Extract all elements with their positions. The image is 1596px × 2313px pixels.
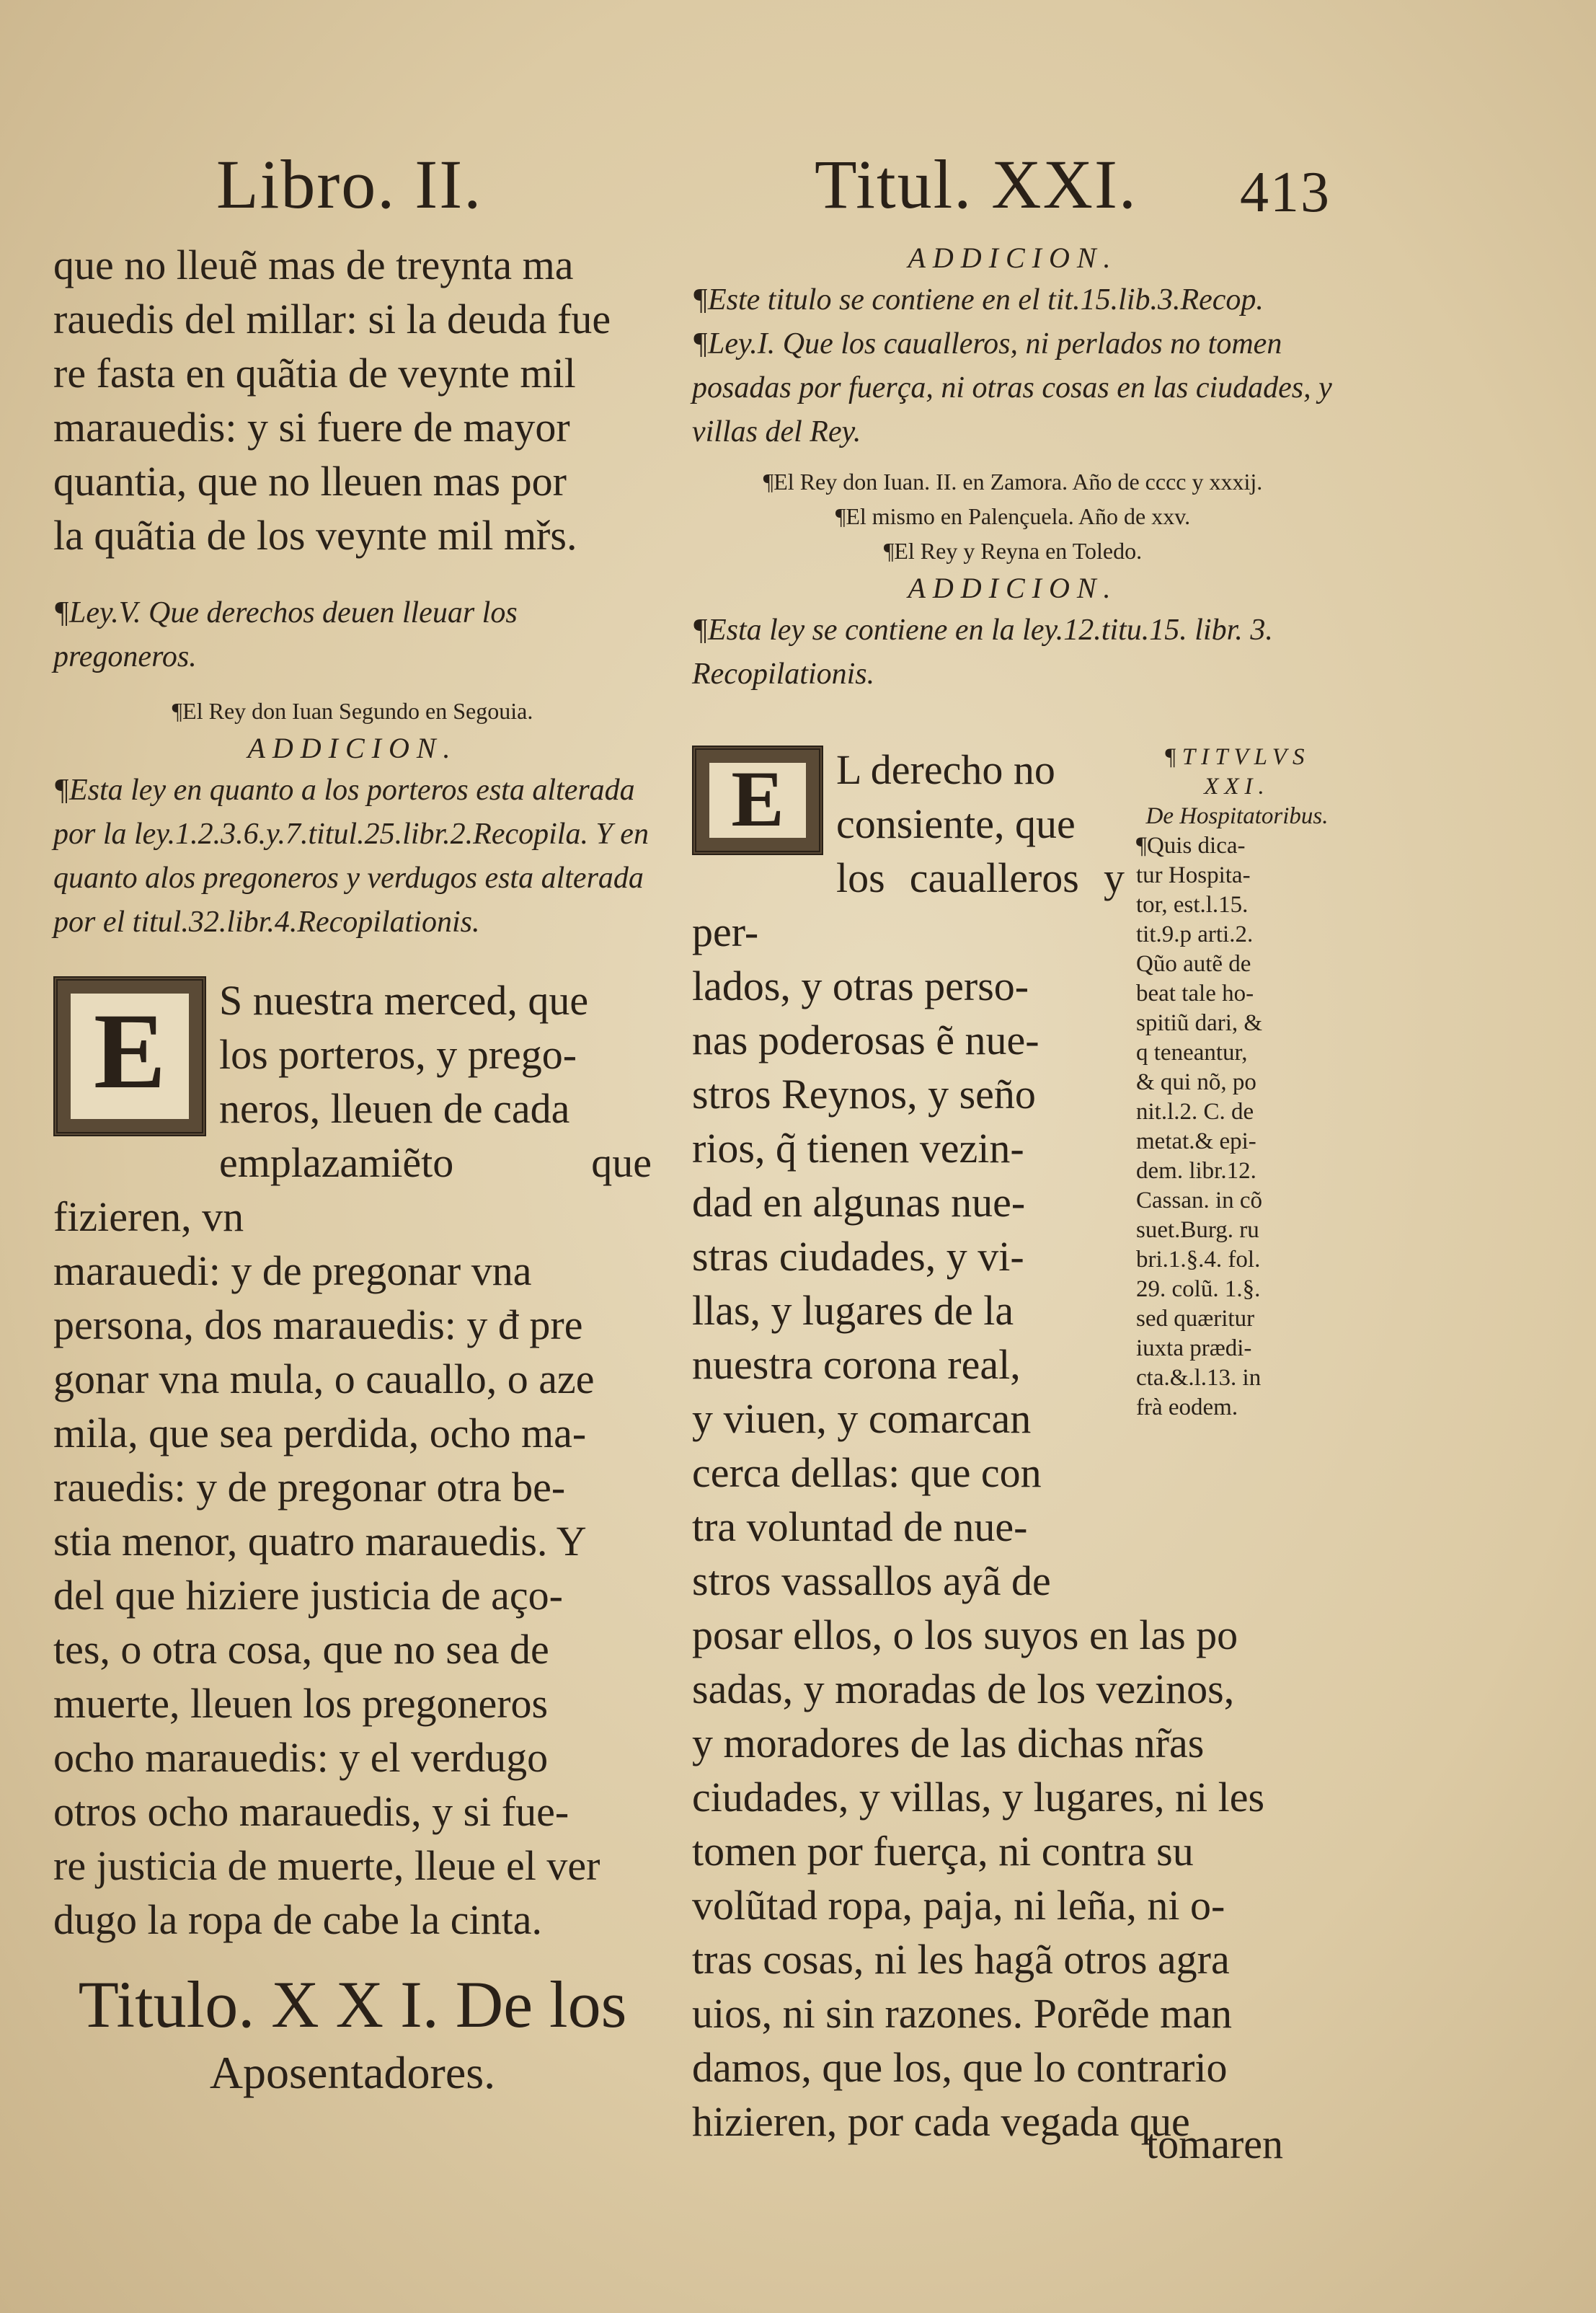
marginal-line: metat.& epi- — [1136, 1128, 1256, 1154]
text-line: dugo la ropa de cabe la cinta. — [53, 1896, 542, 1943]
initial-letter: E — [709, 763, 806, 838]
marginal-line: spitiũ dari, & — [1136, 1010, 1263, 1036]
rubric: ¶El mismo en Palençuela. Año de xxv. — [835, 503, 1191, 529]
marginal-line: & qui nõ, po — [1136, 1069, 1256, 1095]
text-line: rauedis del millar: si la deuda fue — [53, 296, 611, 342]
marginal-line: q teneantur, — [1136, 1040, 1248, 1066]
running-head-title: Titul. XXI. — [815, 146, 1138, 223]
text-line: ocho marauedis: y el verdugo — [53, 1734, 549, 1781]
initial-letter: E — [71, 994, 189, 1119]
text-line: stia menor, quatro marauedis. Y — [53, 1518, 587, 1565]
right-column-top — [692, 238, 1334, 696]
addicion-text: ¶Este titulo se contiene en el tit.15.lib.3.Recop. — [692, 283, 1264, 317]
text-line: uios, ni sin razones. Porẽde man — [692, 1990, 1233, 2037]
marginal-line: nit.l.2. C. de — [1136, 1099, 1254, 1125]
addicion-heading: ADDICION. — [908, 242, 1118, 274]
marginal-note — [1136, 743, 1338, 1423]
text-line: neros, lleuen de cada — [219, 1085, 570, 1132]
rubric: ¶El Rey don Iuan. II. en Zamora. Año de cccc y xxxij. — [763, 469, 1263, 495]
text-line: tras cosas, ni les hagã otros agra — [692, 1936, 1230, 1983]
ley-heading: ¶Ley.I. Que los caualleros, ni perlados no tomen posadas por fuerça, ni otras cosas en las ciudades, y villas del Rey. — [692, 327, 1332, 448]
addicion-text: ¶Esta ley en quanto a los porteros esta alterada por la ley.1.2.3.6.y.7.titul.25.libr.2.Recopila. Y en quanto alos pregoneros y verdugos esta alterada por el titul.32.libr.4.Recopilationis. — [53, 774, 649, 939]
text-line: otros ocho marauedis, y si fue- — [53, 1788, 569, 1835]
text-line: volũtad ropa, paja, ni leña, ni o- — [692, 1882, 1225, 1929]
addicion-heading: ADDICION. — [908, 572, 1118, 604]
text-line: quantia, que no lleuen mas por — [53, 458, 567, 505]
text-line: stros Reynos, y seño — [692, 1071, 1036, 1118]
text-line: stras ciudades, y vi- — [692, 1233, 1024, 1280]
marginal-line: beat tale ho- — [1136, 981, 1254, 1007]
marginal-line: dem. libr.12. — [1136, 1158, 1256, 1184]
catchword: tomaren — [1146, 2120, 1284, 2167]
marginal-line: tor, est.l.15. — [1136, 892, 1249, 918]
marginal-line: tur Hospita- — [1136, 862, 1251, 888]
ley-heading: ¶Ley.V. Que derechos deuen lleuar los pregoneros. — [53, 596, 518, 673]
marginal-subtitle: De Hospitatoribus. — [1145, 803, 1329, 829]
page-number: 413 — [1240, 161, 1331, 224]
text-line: mila, que sea perdida, ocho ma- — [53, 1410, 587, 1456]
marginal-line: Qũo autẽ de — [1136, 951, 1251, 977]
text-line: marauedis: y si fuere de mayor — [53, 404, 570, 451]
marginal-line: 29. colũ. 1.§. — [1136, 1276, 1261, 1302]
text-line: gonar vna mula, o cauallo, o aze — [53, 1355, 595, 1402]
text-line: llas, y lugares de la — [692, 1287, 1014, 1334]
text-line: L derecho no — [836, 746, 1055, 793]
marginal-line: Cassan. in cõ — [1136, 1188, 1263, 1213]
text-line: emplazamiẽto que fizieren, vn — [53, 1139, 652, 1240]
text-line: re justicia de muerte, lleue el ver — [53, 1842, 600, 1889]
text-line: ciudades, y villas, y lugares, ni les — [692, 1774, 1265, 1821]
text-line: tra voluntad de nue- — [692, 1503, 1028, 1550]
text-line: S nuestra merced, que — [219, 977, 589, 1024]
title-heading — [53, 1968, 652, 2105]
text-line: y moradores de las dichas nr̃as — [692, 1720, 1205, 1766]
text-line: stros vassallos ayã de — [692, 1557, 1051, 1604]
text-line: sadas, y moradas de los vezinos, — [692, 1666, 1235, 1712]
left-column — [53, 238, 652, 1947]
text-line: y viuen, y comarcan — [692, 1395, 1032, 1442]
text-line: rauedis: y de pregonar otra be- — [53, 1464, 566, 1511]
text-line: muerte, lleuen los pregoneros — [53, 1680, 549, 1727]
text-line: marauedi: y de pregonar vna — [53, 1247, 532, 1294]
text-line: hizieren, por cada vegada que — [692, 2098, 1190, 2145]
rubric: ¶El Rey don Iuan Segundo en Segouia. — [172, 698, 533, 724]
marginal-heading: XXI. — [1204, 774, 1270, 800]
text-line: del que hiziere justicia de aço- — [53, 1572, 563, 1619]
marginal-line: frà eodem. — [1136, 1394, 1238, 1420]
title-line: Titulo. X X I. De los — [78, 1968, 627, 2041]
text-line: cerca dellas: que con — [692, 1449, 1042, 1496]
text-line: consiente, que — [836, 800, 1076, 847]
marginal-line: ¶Quis dica- — [1136, 833, 1246, 859]
marginal-line: sed quæritur — [1136, 1306, 1255, 1332]
rubric: ¶El Rey y Reyna en Toledo. — [883, 538, 1143, 564]
text-line: tomen por fuerça, ni contra su — [692, 1828, 1194, 1875]
text-line: los caualleros y per- — [692, 854, 1125, 955]
text-line: nas poderosas ẽ nue- — [692, 1017, 1039, 1063]
addicion-text: ¶Esta ley se contiene en la ley.12.titu.15. libr. 3. Recopilationis. — [692, 614, 1273, 691]
text-line: rios, q̃ tienen vezin- — [692, 1125, 1024, 1172]
text-line: los porteros, y prego- — [219, 1031, 577, 1078]
running-head-book: Libro. II. — [216, 146, 483, 223]
wide-text-block — [692, 1608, 1326, 2149]
marginal-line: iuxta prædi- — [1136, 1335, 1252, 1361]
text-line: posar ellos, o los suyos en las po — [692, 1611, 1238, 1658]
text-line: persona, dos marauedis: y đ pre — [53, 1301, 583, 1348]
text-line: la quãtia de los veynte mil mřs. — [53, 512, 577, 559]
marginal-line: suet.Burg. ru — [1136, 1217, 1259, 1243]
marginal-line: cta.&.l.13. in — [1136, 1365, 1262, 1391]
text-line: lados, y otras perso- — [692, 963, 1029, 1009]
text-line: dad en algunas nue- — [692, 1179, 1026, 1226]
text-line: re fasta en quãtia de veynte mil — [53, 350, 576, 397]
decorated-initial — [692, 746, 823, 855]
paragraph-continuation — [53, 238, 652, 562]
marginal-line: bri.1.§.4. fol. — [1136, 1247, 1261, 1273]
text-line: que no lleuẽ mas de treynta ma — [53, 242, 574, 288]
law-paragraph — [53, 973, 652, 1947]
narrow-text-block — [692, 743, 1125, 1608]
text-line: damos, que los, que lo contrario — [692, 2044, 1228, 2091]
title-line: Aposentadores. — [209, 2047, 496, 2098]
addicion-heading: ADDICION. — [247, 732, 458, 764]
marginal-line: tit.9.p arti.2. — [1136, 921, 1254, 947]
text-line: tes, o otra cosa, que no sea de — [53, 1626, 549, 1673]
decorated-initial — [53, 976, 206, 1136]
marginal-heading: ¶TITVLVS — [1163, 744, 1311, 770]
text-line: nuestra corona real, — [692, 1341, 1021, 1388]
